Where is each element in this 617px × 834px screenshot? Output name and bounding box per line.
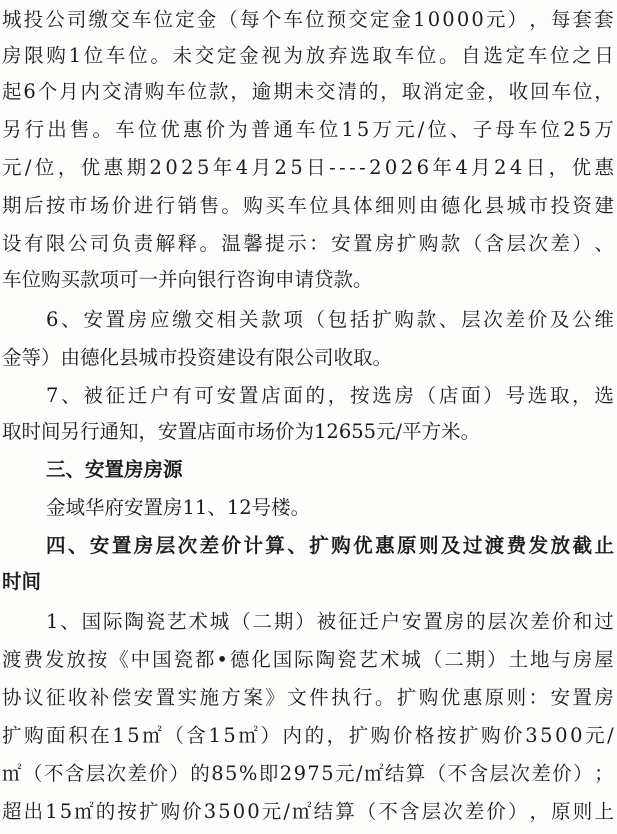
paragraph-line — [0, 112, 617, 148]
paragraph-line — [0, 38, 617, 74]
text-line: 元 / 位 ， 优 惠 期 2 0 2 5 年 4 月 2 5 日 - - - - 2 0 2 6 年 4 月 2 4 日 ， 优 惠 — [2, 156, 614, 179]
paragraph-line — [2, 340, 617, 376]
text-line: 另 行 出 售 。 车 位 优 惠 价 为 普 通 车 位 1 5 万 元 / 位 、 子 母 车 位 2 5 万 — [2, 118, 614, 141]
paragraph-line — [0, 188, 617, 224]
text-line: 期 后 按 市 场 价 进 行 销 售 。 购 买 车 位 具 体 细 则 由 德 化 县 城 市 投 资 建 — [2, 194, 614, 217]
text-line: 设 有 限 公 司 负 责 解 释 。 温 馨 提 示 ： 安 置 房 扩 购 款 （ 含 层 次 差 ） 、 — [2, 232, 614, 255]
text-line: ㎡ （ 不 含 层 次 差 价 ） 的 8 5 % 即 2 9 7 5 元 / ㎡ 结 算 （ 不 含 层 次 差 价 ） ； — [2, 762, 614, 785]
text-line: 协 议 征 收 补 偿 安 置 实 施 方 案 》 文 件 执 行 。 扩 购 优 惠 原 则 ： 安 置 房 — [2, 686, 614, 709]
paragraph-line — [2, 414, 617, 450]
text-line: 扩 购 面 积 在 1 5 ㎡ （ 含 1 5 ㎡ ） 内 的 ， 扩 购 价 格 按 扩 购 价 3 5 0 0 元 / — [2, 724, 614, 747]
section-heading — [0, 528, 617, 564]
text-line: 城 投 公 司 缴 交 车 位 定 金 （ 每 个 车 位 预 交 定 金 1 0 0 0 0 元 ） ， 每 套 套 — [2, 8, 614, 31]
text-line: 金等）由德化县城市投资建设有限公司收取。 — [2, 346, 393, 369]
text-line: 超 出 1 5 ㎡ 的 按 扩 购 价 3 5 0 0 元 / ㎡ 结 算 （ 不 含 层 次 差 价 ） ， 原 则 上 — [2, 800, 614, 823]
text-line: 起 6 个 月 内 交 清 购 车 位 款 ， 逾 期 未 交 清 的 ， 取 消 定 金 ， 收 回 车 位 ， — [2, 80, 614, 103]
paragraph-line — [0, 794, 617, 830]
paragraph-line — [0, 150, 617, 186]
text-line: 车位购买款项可一并向银行咨询申请贷款。 — [2, 268, 373, 291]
paragraph-line — [0, 756, 617, 792]
paragraph-line — [0, 680, 617, 716]
paragraph-line — [0, 226, 617, 262]
paragraph-line — [0, 302, 617, 338]
heading-text: 时间 — [2, 570, 42, 593]
paragraph-line — [0, 74, 617, 110]
text-line: 取时间另行通知，安置店面市场价为12655元/平方米。 — [2, 420, 481, 443]
text-line: 金域华府安置房11、12号楼。 — [46, 496, 311, 519]
paragraph-line — [0, 718, 617, 754]
section-heading — [46, 452, 617, 488]
text-line: 1 、 国 际 陶 瓷 艺 术 城 （ 二 期 ） 被 征 迁 户 安 置 房 的 层 次 差 价 和 过 — [46, 610, 614, 633]
paragraph-line — [2, 262, 617, 298]
heading-text: 四 、 安 置 房 层 次 差 价 计 算 、 扩 购 优 惠 原 则 及 过 渡 费 发 放 截 止 — [46, 534, 614, 557]
section-heading — [2, 564, 617, 600]
paragraph-line — [0, 2, 617, 38]
paragraph-line — [0, 378, 617, 414]
text-line: 6 、 安 置 房 应 缴 交 相 关 款 项 （ 包 括 扩 购 款 、 层 次 差 价 及 公 维 — [46, 308, 614, 331]
text-line: 渡 费 发 放 按 《 中 国 瓷 都 • 德 化 国 际 陶 瓷 艺 术 城 （ 二 期 ） 土 地 与 房 屋 — [2, 648, 614, 671]
paragraph-line — [46, 490, 617, 526]
text-line: 房 限 购 1 位 车 位 。 未 交 定 金 视 为 放 弃 选 取 车 位 。 自 选 定 车 位 之 日 — [2, 44, 614, 67]
paragraph-line — [0, 642, 617, 678]
heading-text: 三、安置房房源 — [46, 458, 183, 481]
text-line: 7 、 被 征 迁 户 有 可 安 置 店 面 的 ， 按 选 房 （ 店 面 ） 号 选 取 ， 选 — [46, 384, 614, 407]
paragraph-line — [0, 604, 617, 640]
